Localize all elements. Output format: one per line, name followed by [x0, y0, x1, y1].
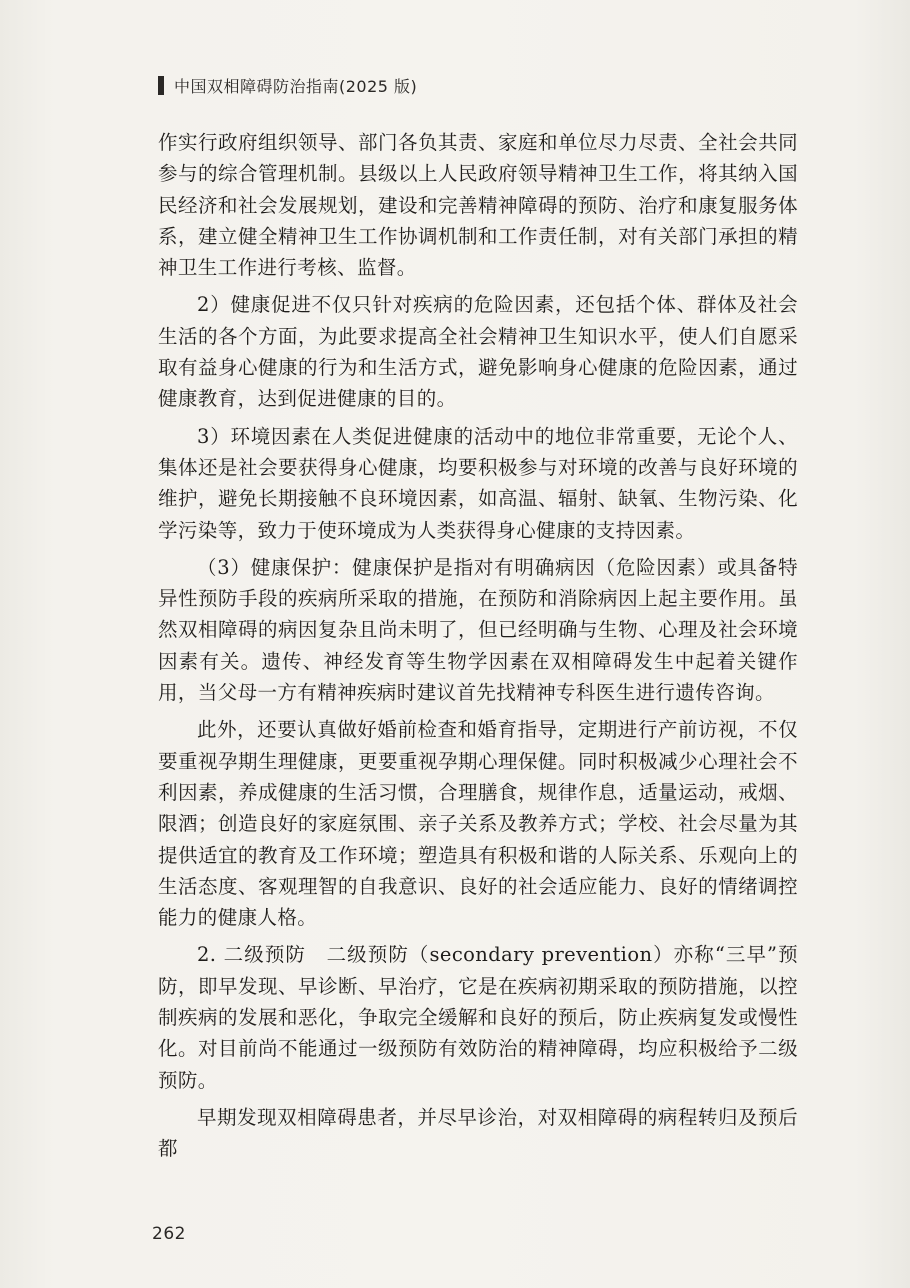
header-bar-mark	[158, 76, 164, 95]
header-title: 中国双相障碍防治指南(2025 版)	[174, 77, 418, 96]
paragraph-secondary-prevention: 2. 二级预防 二级预防（secondary prevention）亦称“三早”预防，即早发现、早诊断、早治疗，它是在疾病初期采取的预防措施，以控制疾病的发展和恶化，争取完全缓解和良好的预后，防止疾病复发或慢性化。对目前尚不能通过一级预防有效防治的精神障碍，均应积极给予二级预防。	[158, 943, 798, 1092]
paragraph-early-detection: 早期发现双相障碍患者，并尽早诊治，对双相障碍的病程转归及预后都	[158, 1105, 798, 1161]
paragraph-health-promotion: 2）健康促进不仅只针对疾病的危险因素，还包括个体、群体及社会生活的各个方面，为此要求提高全社会精神卫生知识水平，使人们自愿采取有益身心健康的行为和生活方式，避免影响身心健康的危险因素，通过健康教育，达到促进健康的目的。	[158, 293, 798, 411]
paragraph-environment-factors: 3）环境因素在人类促进健康的活动中的地位非常重要，无论个人、集体还是社会要获得身心健康，均要积极参与对环境的改善与良好环境的维护，避免长期接触不良环境因素，如高温、辐射、缺氧、生物污染、化学污染等，致力于使环境成为人类获得身心健康的支持因素。	[158, 424, 798, 542]
paragraph-continuation: 作实行政府组织领导、部门各负其责、家庭和单位尽力尽责、全社会共同参与的综合管理机制。县级以上人民政府领导精神卫生工作，将其纳入国民经济和社会发展规划，建设和完善精神障碍的预防、治疗和康复服务体系，建立健全精神卫生工作协调机制和工作责任制，对有关部门承担的精神卫生工作进行考核、监督。	[158, 131, 798, 280]
running-header	[158, 74, 417, 97]
paragraph-health-protection: （3）健康保护：健康保护是指对有明确病因（危险因素）或具备特异性预防手段的疾病所采取的措施，在预防和消除病因上起主要作用。虽然双相障碍的病因复杂且尚未明了，但已经明确与生物、心理及社会环境因素有关。遗传、神经发育等生物学因素在双相障碍发生中起着关键作用，当父母一方有精神疾病时建议首先找精神专科医生进行遗传咨询。	[158, 555, 798, 705]
page-number: 262	[152, 1224, 186, 1244]
paragraph-premarital-guidance: 此外，还要认真做好婚前检查和婚育指导，定期进行产前访视，不仅要重视孕期生理健康，更要重视孕期心理保健。同时积极减少心理社会不利因素，养成健康的生活习惯，合理膳食，规律作息，适量运动，戒烟、限酒；创造良好的家庭氛围、亲子关系及教养方式；学校、社会尽量为其提供适宜的教育及工作环境；塑造具有积极和谐的人际关系、乐观向上的生活态度、客观理智的自我意识、良好的社会适应能力、良好的情绪调控能力的健康人格。	[158, 718, 798, 930]
body-text	[158, 127, 798, 1165]
